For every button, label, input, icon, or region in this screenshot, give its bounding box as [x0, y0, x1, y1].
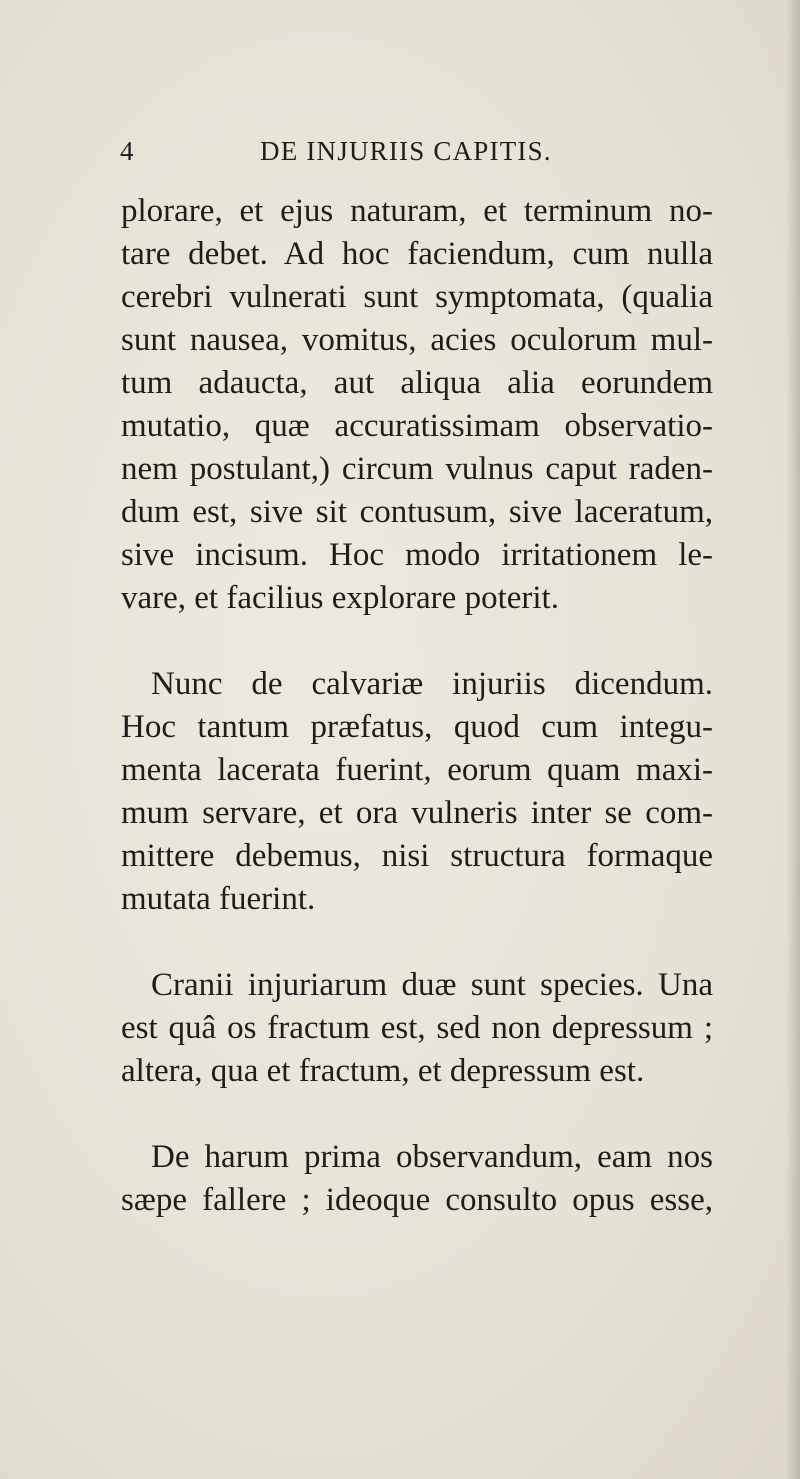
- paragraph-3: [121, 964, 713, 1093]
- text-line: dum est, sive sit contusum, sive laceratum,: [121, 494, 713, 530]
- text-line: vare, et facilius explorare poterit.: [121, 580, 559, 616]
- text-line: mittere debemus, nisi structura formaque: [121, 838, 713, 874]
- text-line: sunt nausea, vomitus, acies oculorum mul-: [121, 322, 713, 358]
- text-line: Cranii injuriarum duæ sunt species. Una: [151, 967, 713, 1003]
- page-header: [0, 136, 800, 170]
- text-line: sive incisum. Hoc modo irritationem le-: [121, 537, 713, 573]
- text-line: est quâ os fractum est, sed non depressum ;: [121, 1010, 713, 1046]
- text-line: cerebri vulnerati sunt symptomata, (qualia: [121, 279, 713, 315]
- text-line: menta lacerata fuerint, eorum quam maxi-: [121, 752, 713, 788]
- text-line: Hoc tantum præfatus, quod cum integu-: [121, 709, 713, 745]
- text-line: altera, qua et fractum, et depressum est.: [121, 1053, 645, 1089]
- text-line: mum servare, et ora vulneris inter se com-: [121, 795, 713, 831]
- paragraph-4: [121, 1136, 713, 1222]
- text-line: tum adaucta, aut aliqua alia eorundem: [121, 365, 713, 401]
- text-line: mutatio, quæ accuratissimam observatio-: [121, 408, 713, 444]
- text-line: Nunc de calvariæ injuriis dicendum.: [151, 666, 713, 702]
- text-line: sæpe fallere ; ideoque consulto opus esse,: [121, 1182, 713, 1218]
- page-number: 4: [120, 136, 134, 166]
- paragraph-1: [121, 190, 713, 620]
- paragraph-2: [121, 663, 713, 921]
- text-line: plorare, et ejus naturam, et terminum no-: [121, 193, 713, 229]
- text-line: tare debet. Ad hoc faciendum, cum nulla: [121, 236, 713, 272]
- text-line: mutata fuerint.: [121, 881, 316, 917]
- page-edge-shadow: [786, 0, 800, 1479]
- text-line: nem postulant,) circum vulnus caput raden-: [121, 451, 713, 487]
- text-line: De harum prima observandum, eam nos: [151, 1139, 713, 1175]
- running-title: DE INJURIIS CAPITIS.: [260, 136, 552, 166]
- body-text: [121, 190, 713, 1265]
